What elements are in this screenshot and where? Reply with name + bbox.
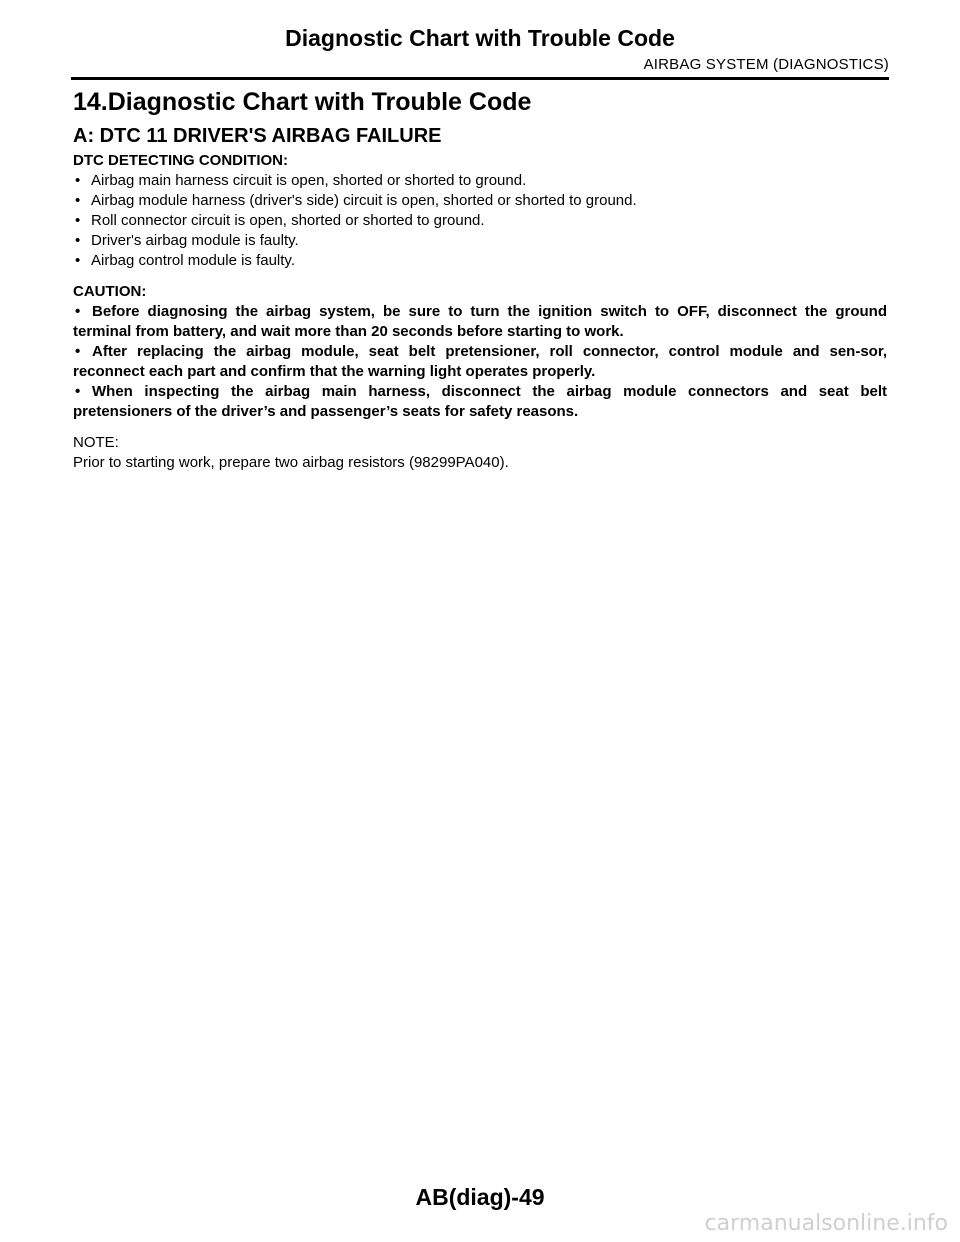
note-label: NOTE: <box>73 434 119 451</box>
list-item: • Airbag main harness circuit is open, shorted or shorted to ground. <box>73 171 887 191</box>
list-item: • Driver's airbag module is faulty. <box>73 231 887 251</box>
caution-item: • Before diagnosing the airbag system, be sure to turn the ignition switch to OFF, disconnect the ground terminal from battery, and wait more than 20 seconds before starting to work. <box>73 303 887 340</box>
detecting-condition-list <box>73 171 887 271</box>
list-item: • Airbag module harness (driver's side) circuit is open, shorted or shorted to ground. <box>73 191 887 211</box>
page-number: AB(diag)-49 <box>415 1184 545 1210</box>
page-content <box>73 86 887 473</box>
watermark: carmanualsonline.info <box>704 1211 948 1236</box>
caution-item: • After replacing the airbag module, seat belt pretensioner, roll connector, control module and sen-sor, reconnect each part and confirm that the warning light operates properly. <box>73 343 887 380</box>
caution-text: Before diagnosing the airbag system, be sure to turn the ignition switch to OFF, disconnect the ground terminal from battery, and wait more than 20 seconds before starting to work. <box>73 303 887 340</box>
page-header-title: Diagnostic Chart with Trouble Code <box>285 25 675 51</box>
caution-list <box>73 302 887 422</box>
caution-text: When inspecting the airbag main harness, disconnect the airbag module connectors and seat belt pretensioners of the driver’s and passenger’s seats for safety reasons. <box>73 383 887 420</box>
caution-text: After replacing the airbag module, seat belt pretensioner, roll connector, control module and sen-sor, reconnect each part and confirm that the warning light operates properly. <box>73 343 887 380</box>
note-block <box>73 433 887 473</box>
detecting-condition-label: DTC DETECTING CONDITION: <box>73 152 288 169</box>
page-header-section: AIRBAG SYSTEM (DIAGNOSTICS) <box>643 56 889 73</box>
subsection-title: A: DTC 11 DRIVER'S AIRBAG FAILURE <box>73 125 442 147</box>
caution-item: • When inspecting the airbag main harness, disconnect the airbag module connectors and seat belt pretensioners of the driver’s and passenger’s seats for safety reasons. <box>73 383 887 420</box>
note-text: Prior to starting work, prepare two airbag resistors (98299PA040). <box>73 454 509 471</box>
section-title: 14.Diagnostic Chart with Trouble Code <box>73 88 532 116</box>
header-rule <box>71 77 889 80</box>
list-item: • Airbag control module is faulty. <box>73 251 887 271</box>
caution-block <box>73 282 887 422</box>
caution-label: CAUTION: <box>73 283 147 300</box>
list-item: • Roll connector circuit is open, shorted or shorted to ground. <box>73 211 887 231</box>
